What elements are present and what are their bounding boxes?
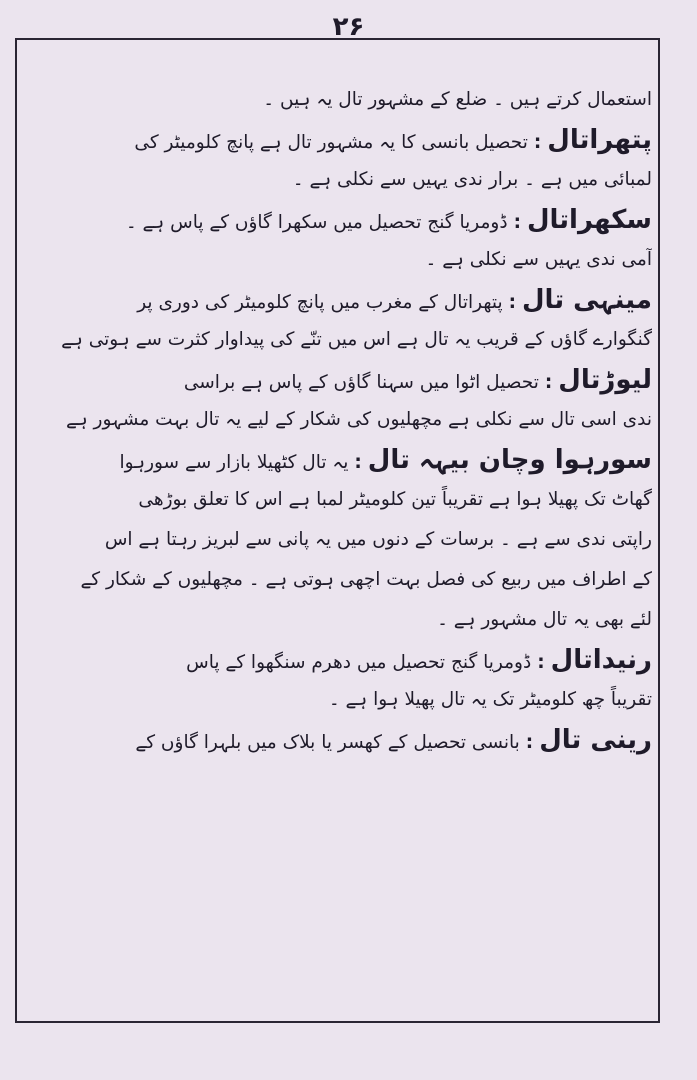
text-line: مینہی تال:پتھراتال کے مغرب میں پانچ کلومیٹر کی دوری پر (137, 285, 652, 315)
text-line: راپتی ندی سے ہے ۔ برسات کے دنوں میں یہ پانی سے لبریز رہتا ہے اس (104, 529, 652, 550)
text-line: ندی اسی تال سے نکلی ہے مچھلیوں کی شکار کے لیے یہ تال بہت مشہور ہے (65, 409, 652, 430)
text-line: لیوڑتال:تحصیل اٹوا میں سہنا گاؤں کے پاس ہے براسی (183, 365, 652, 395)
text-line: رنیداتال:ڈومریا گنج تحصیل میں دھرم سنگھوا کے پاس (186, 645, 652, 675)
text-line: سکھراتال:ڈومریا گنج تحصیل میں سکھرا گاؤں کے پاس ہے ۔ (125, 205, 652, 235)
text-line: گھاٹ تک پھیلا ہوا ہے تقریباً تین کلومیٹر لمبا ہے اس کا تعلق بوڑھی (138, 489, 652, 510)
text-line: گنگوارے گاؤں کے قریب یہ تال ہے اس میں تنّے کی پیداوار کثرت سے ہوتی ہے (61, 329, 652, 350)
page-number: ۲۶ (332, 12, 365, 42)
heading-liwar-tal: لیوڑتال (558, 365, 652, 395)
page-text (22, 80, 652, 760)
heading-pathra-tal: پتھراتال (547, 125, 652, 155)
text-line: رینی تال:بانسی تحصیل کے کھسر یا بلاک میں بلہرا گاؤں کے (135, 725, 652, 755)
text-line: آمی ندی یہیں سے نکلی ہے ۔ (425, 249, 652, 270)
text-line: استعمال کرتے ہیں ۔ ضلع کے مشہور تال یہ ہیں ۔ (263, 89, 652, 110)
heading-sukhra-tal: سکھراتال (526, 205, 652, 235)
heading-rinida-tal: رنیداتال (550, 645, 652, 675)
text-line: لمبائی میں ہے ۔ برار ندی یہیں سے نکلی ہے ۔ (292, 169, 652, 190)
heading-raini-tal: رینی تال (539, 725, 652, 755)
text-line: سورہوا وچان بیہہ تال:یہ تال کٹھیلا بازار سے سورہوا (119, 445, 652, 475)
heading-menhi-tal: مینہی تال (522, 285, 652, 315)
text-line: تقریباً چھ کلومیٹر تک یہ تال پھیلا ہوا ہے ۔ (328, 689, 652, 710)
heading-surhawa-tal: سورہوا وچان بیہہ تال (367, 445, 652, 475)
text-line: لئے بھی یہ تال مشہور ہے ۔ (437, 609, 652, 630)
text-line: پتھراتال:تحصیل بانسی کا یہ مشہور تال ہے پانچ کلومیٹر کی (134, 125, 652, 155)
text-line: کے اطراف میں ربیع کی فصل بہت اچھی ہوتی ہے ۔ مچھلیوں کے شکار کے (80, 569, 652, 590)
